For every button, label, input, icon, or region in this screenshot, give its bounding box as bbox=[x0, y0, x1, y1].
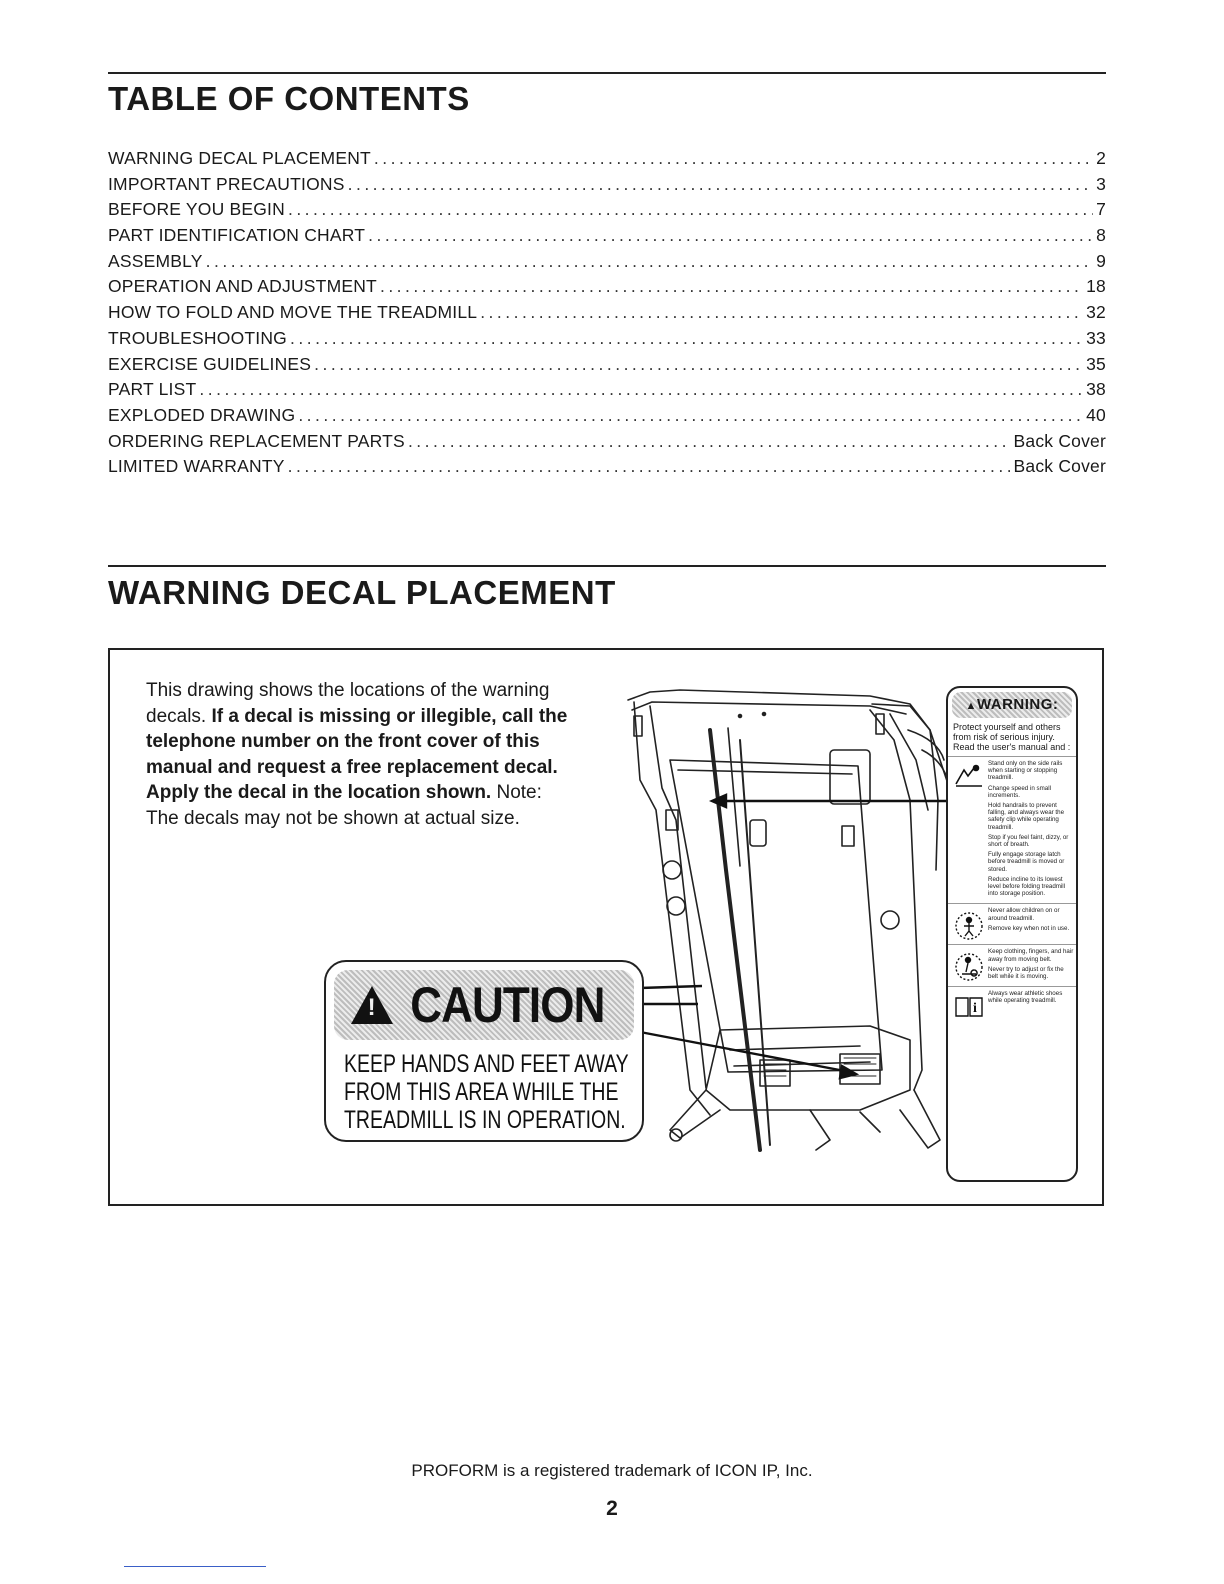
warning-item: Remove key when not in use. bbox=[988, 924, 1070, 932]
toc-leader-dots bbox=[288, 456, 1011, 477]
toc-list bbox=[108, 148, 1106, 482]
intro-text-plain: This drawing shows the locations of the warning decals. bbox=[146, 680, 550, 727]
warning-item: Keep clothing, fingers, and hair away from moving belt. bbox=[988, 948, 1074, 963]
intro-text-bold: If a decal is missing or illegible, call the telephone number on the front cover of this manual and request a free replacement decal. Apply the decal in the location shown. bbox=[146, 705, 568, 803]
caution-decal-header bbox=[334, 970, 634, 1040]
toc-entry-page: 38 bbox=[1086, 379, 1106, 400]
warning-item: Reduce incline to its lowest level before folding treadmill into storage position. bbox=[988, 875, 1066, 898]
toc-entry-page: Back Cover bbox=[1013, 430, 1106, 451]
warning-group bbox=[948, 903, 1076, 944]
toc-leader-dots bbox=[288, 199, 1093, 220]
warning-decal bbox=[946, 686, 1078, 1182]
toc-entry-page: 7 bbox=[1096, 199, 1106, 220]
toc-entry-label: ORDERING REPLACEMENT PARTS bbox=[108, 430, 405, 451]
toc-entry[interactable] bbox=[108, 148, 1106, 174]
warning-group bbox=[948, 944, 1076, 986]
warning-item: Never allow children on or around treadmill. bbox=[988, 907, 1060, 922]
toc-entry-label: EXPLODED DRAWING bbox=[108, 404, 296, 425]
toc-entry-page: 2 bbox=[1096, 148, 1106, 168]
toc-entry-page: 32 bbox=[1086, 302, 1106, 323]
toc-entry-page: Back Cover bbox=[1013, 456, 1106, 477]
warning-item: Fully engage storage latch before treadmill is moved or stored. bbox=[988, 851, 1065, 873]
warning-group-text bbox=[988, 760, 1074, 900]
warning-item: Never try to adjust or fix the belt while it is moving. bbox=[988, 965, 1064, 981]
warning-group bbox=[948, 986, 1076, 1021]
warning-group-text bbox=[988, 948, 1074, 983]
toc-leader-dots bbox=[290, 328, 1083, 349]
read-manual-icon bbox=[950, 990, 988, 1018]
toc-entry-page: 8 bbox=[1096, 225, 1106, 246]
treadmill-drawing bbox=[610, 670, 950, 1170]
toc-entry-label: LIMITED WARRANTY bbox=[108, 456, 285, 477]
toc-title: TABLE OF CONTENTS bbox=[108, 80, 470, 117]
toc-entry-label: ASSEMBLY bbox=[108, 250, 203, 271]
toc-entry-page: 3 bbox=[1096, 173, 1106, 194]
toc-leader-dots bbox=[199, 379, 1083, 400]
warning-decal-heading: WARNING: bbox=[976, 696, 1059, 713]
toc-leader-dots bbox=[298, 405, 1083, 426]
trademark-note: PROFORM is a registered trademark of ICON IP, Inc. bbox=[411, 1461, 813, 1480]
toc-entry-label: IMPORTANT PRECAUTIONS bbox=[108, 173, 345, 194]
bottom-rule bbox=[124, 1566, 266, 1567]
toc-entry[interactable] bbox=[108, 456, 1106, 482]
toc-leader-dots bbox=[408, 431, 1011, 452]
warning-group-text bbox=[988, 990, 1074, 1018]
warning-section-rule bbox=[108, 565, 1106, 567]
toc-entry-page: 35 bbox=[1086, 353, 1106, 374]
toc-entry-page: 18 bbox=[1086, 276, 1106, 297]
toc-leader-dots bbox=[368, 225, 1093, 246]
toc-entry[interactable] bbox=[108, 302, 1106, 328]
caution-line: KEEP HANDS AND FEET AWAY bbox=[344, 1050, 629, 1078]
warning-item: Hold handrails to prevent falling, and always wear the safety clip while operating treadmill. bbox=[988, 802, 1065, 831]
warning-item: Stop if you feel faint, dizzy, or short of breath. bbox=[988, 833, 1069, 849]
toc-entry[interactable] bbox=[108, 354, 1106, 380]
toc-entry[interactable] bbox=[108, 405, 1106, 431]
toc-entry-page: 33 bbox=[1086, 327, 1106, 348]
caution-line: FROM THIS AREA WHILE THE bbox=[344, 1078, 619, 1106]
warning-triangle-icon: ▲ bbox=[965, 700, 977, 712]
toc-leader-dots bbox=[206, 251, 1093, 272]
toc-entry[interactable] bbox=[108, 431, 1106, 457]
toc-entry-label: TROUBLESHOOTING bbox=[108, 327, 287, 348]
toc-entry[interactable] bbox=[108, 225, 1106, 251]
toc-entry[interactable] bbox=[108, 251, 1106, 277]
caution-decal-heading: CAUTION bbox=[409, 977, 605, 1033]
caution-decal-text bbox=[344, 1050, 640, 1134]
warning-item: Always wear athletic shoes while operating treadmill. bbox=[988, 990, 1063, 1005]
warning-decal-header bbox=[952, 692, 1072, 718]
toc-entry[interactable] bbox=[108, 328, 1106, 354]
warning-decal-intro: Protect yourself and others from risk of serious injury. Read the user's manual and : bbox=[953, 722, 1071, 752]
decal-placement-panel bbox=[108, 648, 1104, 1206]
toc-entry-label: HOW TO FOLD AND MOVE THE TREADMILL bbox=[108, 302, 478, 323]
warning-group-text bbox=[988, 907, 1074, 941]
toc-entry-label: WARNING DECAL PLACEMENT bbox=[108, 148, 371, 168]
toc-leader-dots bbox=[314, 354, 1083, 375]
page-number: 2 bbox=[606, 1497, 618, 1520]
warning-group bbox=[948, 756, 1076, 903]
warning-item: Stand only on the side rails when starting or stopping treadmill. bbox=[988, 760, 1063, 782]
no-children-icon bbox=[950, 907, 988, 941]
intro-note: Note: The decals may not be shown at actual size. bbox=[146, 782, 542, 829]
toc-leader-dots bbox=[374, 148, 1093, 169]
caution-decal bbox=[324, 960, 644, 1142]
toc-leader-dots bbox=[348, 174, 1093, 195]
toc-entry[interactable] bbox=[108, 199, 1106, 225]
toc-entry[interactable] bbox=[108, 276, 1106, 302]
moving-belt-icon bbox=[950, 948, 988, 983]
stand-on-rails-icon bbox=[950, 760, 988, 900]
caution-line: TREADMILL IS IN OPERATION. bbox=[344, 1106, 626, 1134]
toc-entry-label: EXERCISE GUIDELINES bbox=[108, 353, 312, 374]
toc-entry[interactable] bbox=[108, 174, 1106, 200]
toc-entry-label: BEFORE YOU BEGIN bbox=[108, 199, 285, 220]
toc-top-rule bbox=[108, 72, 1106, 74]
toc-entry-label: PART IDENTIFICATION CHART bbox=[108, 225, 366, 246]
toc-leader-dots bbox=[480, 302, 1083, 323]
warning-triangle-icon bbox=[351, 986, 393, 1024]
toc-entry-page: 9 bbox=[1096, 250, 1106, 271]
warning-section-title: WARNING DECAL PLACEMENT bbox=[108, 574, 616, 611]
toc-leader-dots bbox=[380, 276, 1083, 297]
svg-text:i: i bbox=[973, 1001, 977, 1017]
decal-intro-text bbox=[146, 678, 576, 831]
toc-entry-page: 40 bbox=[1086, 404, 1106, 425]
toc-entry-label: OPERATION AND ADJUSTMENT bbox=[108, 276, 377, 297]
warning-item: Change speed in small increments. bbox=[988, 784, 1051, 799]
toc-entry-label: PART LIST bbox=[108, 379, 197, 400]
toc-entry[interactable] bbox=[108, 379, 1106, 405]
